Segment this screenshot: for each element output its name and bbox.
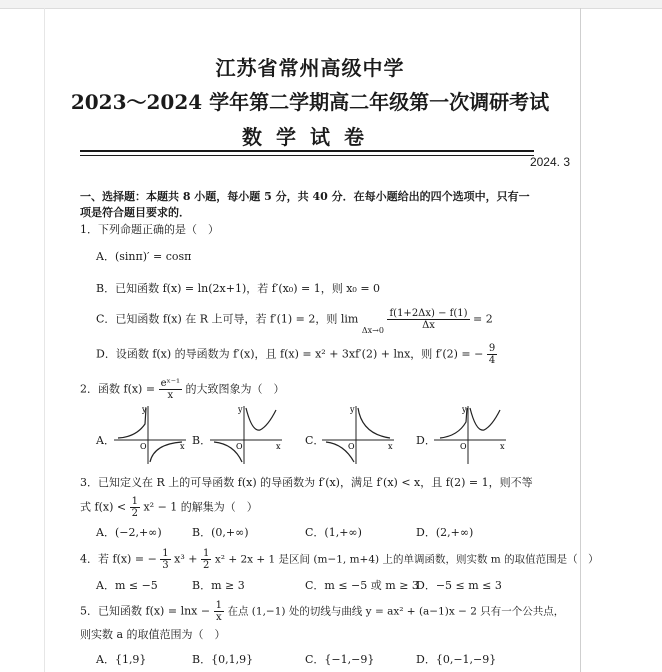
q4-option-d: D．−5 ≤ m ≤ 3 — [416, 579, 502, 592]
q4-mid: x³ + — [174, 552, 198, 566]
q3-stem-cont — [80, 496, 258, 519]
q3-pre: 式 f(x) < — [80, 500, 127, 514]
q1-option-c — [96, 308, 493, 336]
title-rule-thin — [80, 155, 534, 156]
q5-option-c: C．{−1,−9} — [305, 653, 375, 666]
q3-option-d: D．(2,+∞) — [416, 526, 474, 539]
graph-c-x-label: x — [388, 442, 393, 451]
graph-b-right-branch — [246, 408, 276, 430]
q2-label-d: D． — [416, 434, 436, 447]
q2-pre: 2．函数 f(x) = — [80, 382, 156, 396]
graph-a-y-label: y — [142, 405, 147, 414]
q3-stem: 3．已知定义在 R 上的可导函数 f(x) 的导函数为 f′(x)，满足 f′(x) < x，且 f(2) = 1，则不等 — [80, 476, 533, 489]
q2-graph-d — [432, 402, 508, 466]
q4-option-b: B．m ≥ 3 — [192, 579, 245, 592]
graph-c-right-branch — [358, 408, 390, 438]
q2-denominator: x — [167, 390, 174, 401]
q1-c-limit-sub — [362, 325, 384, 336]
q1-c-numerator: f(1+2Δx) − f(1) — [389, 308, 468, 319]
q1-stem: 1．下列命题正确的是（ ） — [80, 223, 219, 236]
q5-post: 在点 (1,−1) 处的切线与曲线 y = ax² + (a−1)x − 2 只有一个公共点， — [227, 605, 565, 618]
graph-a-x-label: x — [180, 442, 185, 451]
q1-c-result: = 2 — [473, 312, 493, 326]
q1-d-numerator: 9 — [488, 343, 496, 354]
subject-title: 数学试卷 — [242, 125, 378, 149]
q3-denominator: 2 — [131, 508, 138, 519]
q2-graph-c — [320, 402, 396, 466]
title-rule-thick — [80, 150, 534, 152]
graph-c-y-label: y — [350, 405, 355, 414]
q4-option-a: A．m ≤ −5 — [96, 579, 158, 592]
q5-denominator: x — [215, 612, 222, 623]
q1-c-sub: Δx→0 — [361, 325, 384, 335]
q5-option-d: D．{0,−1,−9} — [416, 653, 497, 666]
q2-fraction — [159, 378, 182, 401]
graph-a-right-branch — [150, 442, 182, 462]
q3-fraction — [130, 496, 140, 519]
q3-option-c: C．(1,+∞) — [305, 526, 362, 539]
q2-post: 的大致图象为（ ） — [185, 382, 285, 396]
q1-c-text: C．已知函数 f(x) 在 R 上可导，若 f′(1) = 2，则 lim — [96, 312, 359, 326]
graph-d-right-branch — [470, 408, 500, 430]
q2-label-a: A． — [96, 434, 115, 447]
graph-b-origin: O — [236, 442, 243, 451]
q3-option-b: B．(0,+∞) — [192, 526, 249, 539]
q5-numerator: 1 — [215, 600, 222, 611]
q4-option-c: C．m ≤ −5 或 m ≥ 3 — [305, 579, 419, 592]
q4-f1-numerator: 1 — [162, 548, 169, 559]
q2-stem — [80, 378, 285, 401]
graph-c-origin: O — [348, 442, 355, 451]
q1-d-fraction — [487, 343, 497, 366]
q4-f2-numerator: 1 — [202, 548, 210, 559]
graph-d-origin: O — [460, 442, 467, 451]
q3-post: x² − 1 的解集为（ ） — [143, 500, 258, 514]
q4-post: x² + 2x + 1 是区间 (m−1, m+4) 上的单调函数，则实数 m 的取值范围是（ ） — [214, 553, 599, 566]
q1-option-d — [96, 343, 497, 366]
q1-option-b: B．已知函数 f(x) = ln(2x+1)，若 f′(x₀) = 1，则 x₀ = 0 — [96, 282, 381, 295]
section-heading-cont: 项是符合题目要求的． — [80, 206, 190, 219]
q4-f2-denominator: 2 — [202, 560, 210, 571]
q2-graph-b — [208, 402, 284, 466]
q1-c-fraction — [387, 308, 469, 331]
q1-c-denominator: Δx — [422, 320, 435, 331]
q4-fraction-1 — [160, 548, 170, 571]
q5-option-a: A．{1,9} — [96, 653, 147, 666]
page-top-edge — [0, 0, 662, 9]
q1-d-denominator: 4 — [488, 355, 496, 366]
section-heading: 一、选择题：本题共 8 小题，每小题 5 分，共 40 分．在每小题给出的四个选项中，只有一 — [80, 190, 530, 203]
q4-f1-denominator: 3 — [162, 560, 169, 571]
q1-option-a: A．(sinπ)′ = cosπ — [96, 250, 192, 263]
exam-date: 2024. 3 — [529, 155, 570, 169]
q5-option-b: B．{0,1,9} — [192, 653, 254, 666]
graph-b-x-label: x — [276, 442, 281, 451]
q3-option-a: A．(−2,+∞) — [96, 526, 162, 539]
q2-graph-a — [112, 402, 188, 466]
q5-stem — [80, 600, 564, 623]
q2-label-c: C． — [305, 434, 325, 447]
q3-numerator: 1 — [131, 496, 138, 507]
q4-pre: 4．若 f(x) = − — [80, 552, 157, 566]
graph-a-origin: O — [140, 442, 147, 451]
exam-title: 2023～2024 学年第二学期高二年级第一次调研考试 — [70, 90, 550, 114]
school-title: 江苏省常州高级中学 — [215, 56, 405, 80]
q5-stem-cont: 则实数 a 的取值范围为（ ） — [80, 628, 226, 641]
graph-d-x-label: x — [500, 442, 505, 451]
q1-d-text: D．设函数 f(x) 的导函数为 f′(x)，且 f(x) = x² + 3xf′(2) + lnx，则 f′(2) = − — [96, 347, 484, 361]
q4-fraction-2 — [201, 548, 211, 571]
q2-label-b: B． — [192, 434, 212, 447]
q5-fraction — [214, 600, 224, 623]
q4-stem — [80, 548, 599, 571]
q5-pre: 5．已知函数 f(x) = lnx − — [80, 604, 211, 618]
graph-b-y-label: y — [238, 405, 243, 414]
graph-d-y-label: y — [462, 405, 467, 414]
q2-numerator: eˣ⁻¹ — [160, 378, 181, 389]
